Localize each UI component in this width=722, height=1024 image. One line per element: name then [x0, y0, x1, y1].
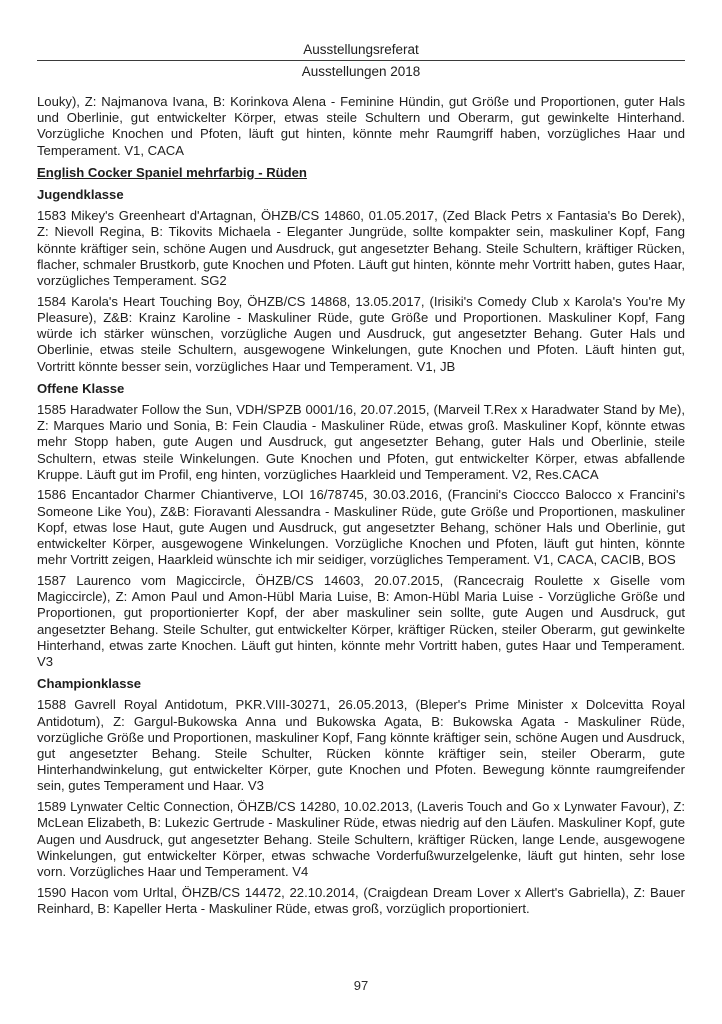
entry-paragraph: Louky), Z: Najmanova Ivana, B: Korinkova Alena - Feminine Hündin, gut Größe und Proportionen, guter Hals und Oberlinie, gut entwickelter Körper, etwas steile Schultern und Oberarm, gut gewinkelte Hinterhand. Vorzügliche Knochen und Pfoten, läuft gut hinten, könnte mehr Raumgriff haben, vorzügliches Haar und Temperament. V1, CACA [37, 94, 685, 158]
entry-paragraph: 1590 Hacon vom Urltal, ÖHZB/CS 14472, 22.10.2014, (Craigdean Dream Lover x Allert's Gabriella), Z: Bauer Reinhard, B: Kapeller Herta - Maskuliner Rüde, etwas groß, vorzüglich proportioniert. [37, 884, 685, 916]
entry-paragraph: 1583 Mikey's Greenheart d'Artagnan, ÖHZB/CS 14860, 01.05.2017, (Zed Black Petrs x Fantasia's Bo Derek), Z: Nievoll Regina, B: Tikovits Michaela - Eleganter Jungrüde, sollte kompakter sein, maskuliner Kopf, Fang könnte kräftiger sein, schöne Augen und Ausdruck, gut angesetzter Behang. Steile Schultern, kräftiger Rücken, flacher, schmaler Brustkorb, gute Knochen und Pfoten. Läuft gut hinten, könnte mehr Vortritt haben, gutes Haar, vorzügliches Temperament. SG2 [37, 208, 685, 289]
entry-paragraph: 1586 Encantador Charmer Chiantiverve, LOI 16/78745, 30.03.2016, (Francini's Cioccco Balocco x Francini's Someone Like You), Z&B: Fioravanti Alessandra - Maskuliner Rüde, gute Größe und Proportionen, maskuliner Kopf, etwas lose Haut, gute Augen und Ausdruck, gut angesetzter Behang, schöner Hals und Oberlinie, gut entwickelter Körper, ausgewogene Winkelungen. Vorzügliche Knochen und Pfoten, läuft gut hinten, könnte mehr Vortritt zeigen, Haarkleid wünschte ich mir seidiger, vorzügliches Temperament. V1, CACA, CACIB, BOS [37, 487, 685, 568]
entry-paragraph: 1589 Lynwater Celtic Connection, ÖHZB/CS 14280, 10.02.2013, (Laveris Touch and Go x Lynwater Favour), Z: McLean Elizabeth, B: Lukezic Gertrude - Maskuliner Rüde, etwas niedrig auf den Läufen. Maskuliner Kopf, gute Augen und Ausdruck, gut angesetzter Behang. Steile Schultern, kräftiger Rücken, lange Lende, ausgewogene Winkelungen, gut entwickelter Körper, etwas schwache Vorderfußwurzelgelenke, läuft gut hinten, sehr lose vorn. Vorzügliches Haar und Temperament. V4 [37, 799, 685, 879]
class-heading: Jugendklasse [37, 187, 124, 203]
header-title: Ausstellungsreferat [303, 42, 419, 57]
page-number: 97 [353, 978, 369, 993]
entry-paragraph: 1584 Karola's Heart Touching Boy, ÖHZB/CS 14868, 13.05.2017, (Irisiki's Comedy Club x Karola's You're My Pleasure), Z&B: Krainz Karoline - Maskuliner Rüde, gute Größe und Proportionen. Maskuliner Kopf, Fang würde ich stärker wünschen, vorzügliche Augen und Ausdruck, gut angesetzter Behang. Guter Hals und Oberlinie, etwas steile Schultern, ausgewogene Winkelungen, gute Knochen und Pfoten. Läuft hinten gut, Vortritt könnte besser sein, vorzügliches Haar und Temperament. V1, JB [37, 293, 685, 374]
entry-paragraph: 1585 Haradwater Follow the Sun, VDH/SPZB 0001/16, 20.07.2015, (Marveil T.Rex x Haradwater Stand by Me), Z: Marques Mario und Sonia, B: Fein Claudia - Maskuliner Rüde, etwas groß. Maskuliner Kopf, könnte etwas mehr Stopp haben, gute Augen und Ausdruck, gut angesetzter Behang, guter Hals und Oberlinie, steile Schultern, etwas steile Winkelungen. Gute Knochen und Pfoten, gut entwickelter Körper, etwas abfallende Kruppe. Läuft gut im Profil, eng hinten, vorzügliches Haarkleid und Temperament. V2, Res.CACA [37, 401, 685, 482]
entry-paragraph: 1587 Laurenco vom Magiccircle, ÖHZB/CS 14603, 20.07.2015, (Rancecraig Roulette x Giselle vom Magiccircle), Z: Amon Paul und Amon-Hübl Maria Luise, B: Amon-Hübl Maria Luise - Vorzügliche Größe und Proportionen, gut proportionierter Kopf, der aber maskuliner sein sollte, gute Augen und Ausdruck, gut angesetzter Behang. Steile Schulter, gut entwickelter Körper, kräftiger Rücken, steiler Oberarm, gut gewinkelte Hinterhand, etwas zarte Knochen. Läuft gut hinten, könnte mehr Vortritt haben, gutes Haar und Temperament. V3 [37, 572, 685, 669]
header-subtitle: Ausstellungen 2018 [301, 64, 421, 79]
document-body [37, 94, 685, 917]
entry-paragraph: 1588 Gavrell Royal Antidotum, PKR.VIII-30271, 26.05.2013, (Bleper's Prime Minister x Dolcevitta Royal Antidotum), Z: Gargul-Bukowska Anna und Bukowska Agata, B: Bukowska Agata - Maskuliner Rüde, vorzügliche Größe und Proportionen, maskuliner Kopf, Fang könnte kräftiger sein, schöne Augen und Ausdruck, gut angesetzter Behang. Steile Schulter, Rücken könnte kräftiger sein, steiler Oberarm, gute Hinterhandwinkelung, gut entwickelter Körper, gute Knochen und Pfoten. Bewegung könnte raumgreifender sein, gutes Temperament und Haar. V3 [37, 697, 685, 794]
class-heading: Offene Klasse [37, 380, 125, 396]
class-heading: Championklasse [37, 676, 142, 692]
header-divider [37, 60, 685, 61]
breed-heading: English Cocker Spaniel mehrfarbig - Rüden [37, 164, 307, 180]
page-header [37, 42, 685, 80]
page-footer [0, 978, 722, 993]
